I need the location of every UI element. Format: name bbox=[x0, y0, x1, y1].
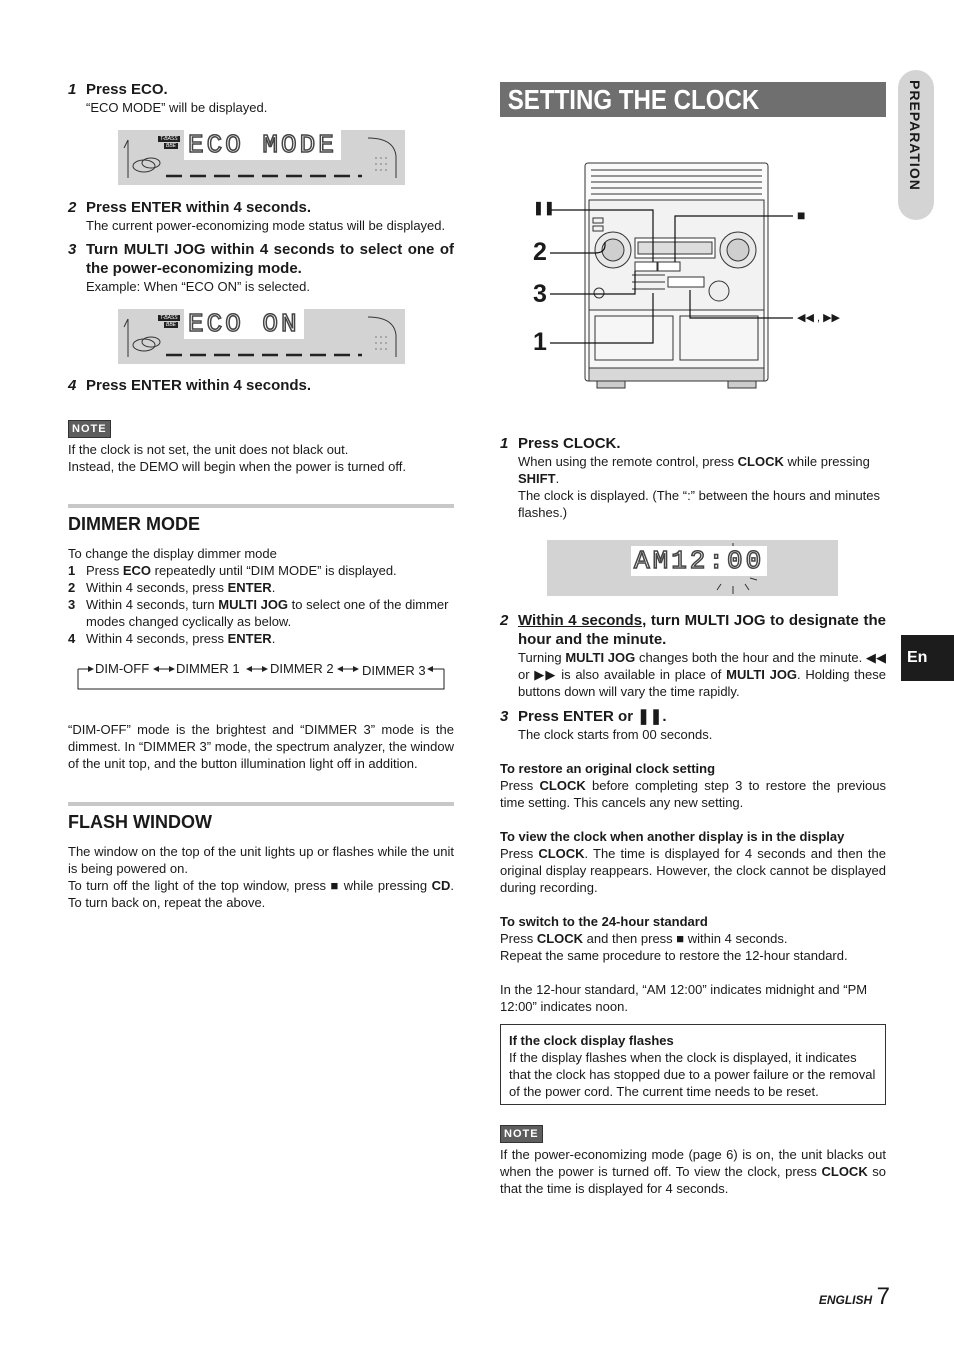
step-title: Press ENTER within 4 seconds. bbox=[86, 199, 312, 216]
section-rule bbox=[68, 802, 454, 806]
callout-2: 2 bbox=[533, 238, 547, 266]
footer-label: ENGLISH bbox=[818, 1293, 873, 1307]
language-tab bbox=[901, 635, 954, 681]
lcd-text: ECO MODE bbox=[184, 130, 341, 160]
dimmer-step: 4 Within 4 seconds, press ENTER. bbox=[68, 631, 276, 646]
eco-step-2: 2 Press ENTER within 4 seconds. The current power-economizing mode status will be displayed. bbox=[68, 198, 454, 234]
step-desc: “ECO MODE” will be displayed. bbox=[86, 100, 268, 115]
twelve-hour-note: In the 12-hour standard, “AM 12:00” indicates midnight and “PM 12:00” indicates noon. bbox=[500, 982, 868, 1014]
bbe-badge: BBE bbox=[166, 143, 177, 149]
box-heading: If the clock display flashes bbox=[509, 1033, 674, 1048]
eco-step-1: 1 Press ECO. “ECO MODE” will be displayed. bbox=[68, 80, 454, 116]
clock-step-3: 3 Press ENTER or ❚❚. The clock starts from 00 seconds. bbox=[500, 707, 886, 743]
restore-section bbox=[500, 760, 886, 811]
tbass-badge: T-BASS bbox=[160, 136, 178, 142]
note-block bbox=[68, 419, 454, 475]
view-text: Press CLOCK. The time is displayed for 4 seconds and then the original display reappears. However, the clock cannot be displayed during recording. bbox=[500, 846, 887, 895]
page-title: SETTING THE CLOCK bbox=[507, 84, 760, 115]
skip-icons: ◀◀ , ▶▶ bbox=[797, 312, 841, 324]
clock-step-2: 2 Within 4 seconds, turn MULTI JOG to designate the hour and the minute. Turning MULTI JOG changes both the hour and the minute. ◀◀ or ▶▶ is also available in place of MULTI JOG. Holding these buttons down will vary the time rapidly. bbox=[500, 612, 886, 699]
note-badge: NOTE bbox=[68, 420, 111, 438]
h24-section bbox=[500, 913, 886, 964]
note-text: If the power-economizing mode (page 6) is on, the unit blacks out when the power is turned off. To view the clock, press CLOCK so that the time is displayed for 4 seconds. bbox=[500, 1147, 887, 1196]
device-illustration bbox=[525, 160, 865, 392]
step-title: Press CLOCK. bbox=[518, 435, 621, 452]
cycle-dimmer-2: DIMMER 2 bbox=[270, 661, 334, 676]
flash-p1: The window on the top of the unit lights up or flashes while the unit is being powered on. bbox=[68, 844, 454, 876]
view-heading: To view the clock when another display is in the display bbox=[500, 829, 845, 844]
section-label: PREPARATION bbox=[907, 80, 923, 191]
cycle-dimmer-1: DIMMER 1 bbox=[176, 661, 240, 676]
dimmer-step: 3 Within 4 seconds, turn MULTI JOG to select one of the dimmer modes changed cyclically as below. bbox=[68, 597, 449, 629]
step-desc: The clock is displayed. (The “:” between the hours and minutes flashes.) bbox=[518, 488, 881, 520]
restore-text: Press CLOCK before completing step 3 to restore the previous time setting. This cancels any new setting. bbox=[500, 778, 887, 810]
lcd-text: AM12:00 bbox=[631, 546, 767, 576]
stereo-unit-drawing bbox=[525, 160, 865, 392]
cycle-dim-off: DIM-OFF bbox=[95, 661, 150, 676]
note-badge: NOTE bbox=[500, 1125, 543, 1143]
view-section bbox=[500, 828, 886, 896]
step-desc: When using the remote control, press CLOCK while pressing SHIFT. bbox=[518, 454, 870, 486]
flash-heading: FLASH WINDOW bbox=[68, 812, 212, 832]
dimmer-steps bbox=[68, 562, 454, 647]
lcd-eco-on bbox=[118, 309, 405, 364]
step-desc: Turning MULTI JOG changes both the hour and the minute. ◀◀ or ▶▶ is also available in place of MULTI JOG. Holding these buttons down will vary the time rapidly. bbox=[518, 650, 886, 699]
h24-text: Repeat the same procedure to restore the 12-hour standard. bbox=[500, 948, 848, 963]
h24-text: Press CLOCK and then press ■ within 4 seconds. bbox=[500, 931, 788, 946]
page-number: 7 bbox=[876, 1283, 890, 1310]
section-tab bbox=[898, 70, 934, 220]
h24-heading: To switch to the 24-hour standard bbox=[500, 914, 708, 929]
dimmer-intro: To change the display dimmer mode bbox=[68, 546, 277, 561]
note-block bbox=[500, 1124, 886, 1197]
stop-icon: ■ bbox=[797, 207, 806, 223]
step-title: Turn MULTI JOG within 4 seconds to select one of the power-economizing mode. bbox=[86, 241, 454, 277]
clock-step-1: 1 Press CLOCK. When using the remote control, press CLOCK while pressing SHIFT. The clock is displayed. (The “:” between the hours and minutes flashes.) bbox=[500, 434, 886, 521]
callout-3: 3 bbox=[533, 280, 547, 308]
lcd-clock bbox=[547, 540, 838, 596]
step-desc: Example: When “ECO ON” is selected. bbox=[86, 279, 310, 294]
note-line: Instead, the DEMO will begin when the power is turned off. bbox=[68, 459, 406, 474]
note-line: If the clock is not set, the unit does not black out. bbox=[68, 442, 349, 457]
section-rule bbox=[68, 504, 454, 508]
bbe-badge: BBE bbox=[166, 322, 177, 328]
flash-p2: To turn off the light of the top window, press ■ while pressing CD. To turn back on, repeat the above. bbox=[68, 878, 454, 910]
lcd-text: ECO ON bbox=[184, 309, 304, 339]
stop-icon: ■ bbox=[330, 878, 340, 893]
step-desc: The current power-economizing mode status will be displayed. bbox=[86, 218, 446, 233]
left-column bbox=[68, 80, 454, 911]
lcd-eco-mode bbox=[118, 130, 405, 185]
eco-step-4: 4 Press ENTER within 4 seconds. bbox=[68, 377, 312, 394]
pause-icon: ❚❚ bbox=[533, 200, 555, 215]
dimmer-heading: DIMMER MODE bbox=[68, 514, 200, 534]
step-desc: The clock starts from 00 seconds. bbox=[518, 727, 713, 742]
tbass-badge: T-BASS bbox=[160, 315, 178, 321]
dimmer-paragraph: “DIM-OFF” mode is the brightest and “DIMMER 3” mode is the dimmest. In “DIMMER 3” mode, the spectrum analyzer, the window of the unit top, and the button illumination light off in addition. bbox=[68, 722, 454, 771]
restore-heading: To restore an original clock setting bbox=[500, 761, 716, 776]
title-bar bbox=[500, 82, 886, 117]
step-title: Press ENTER or ❚❚. bbox=[518, 708, 667, 725]
language-label: En bbox=[907, 649, 928, 666]
dimmer-step: 2 Within 4 seconds, press ENTER. bbox=[68, 580, 276, 595]
cycle-dimmer-3: DIMMER 3 bbox=[362, 663, 426, 678]
footer bbox=[780, 1283, 890, 1311]
callout-1: 1 bbox=[533, 328, 547, 356]
dimmer-step: 1 Press ECO repeatedly until “DIM MODE” is displayed. bbox=[68, 563, 397, 578]
step-title: Press ECO. bbox=[86, 81, 168, 98]
flash-info-box bbox=[500, 1024, 886, 1105]
box-text: If the display flashes when the clock is displayed, it indicates that the clock has stopped due to a power failure or the removal of the power cord. The current time needs to be reset. bbox=[509, 1050, 876, 1099]
step-title: Press ENTER within 4 seconds. bbox=[86, 377, 312, 394]
eco-step-3: 3 Turn MULTI JOG within 4 seconds to select one of the power-economizing mode. Example: When “ECO ON” is selected. bbox=[68, 241, 454, 294]
dimmer-cycle-diagram bbox=[68, 659, 454, 699]
right-column bbox=[500, 434, 886, 1197]
